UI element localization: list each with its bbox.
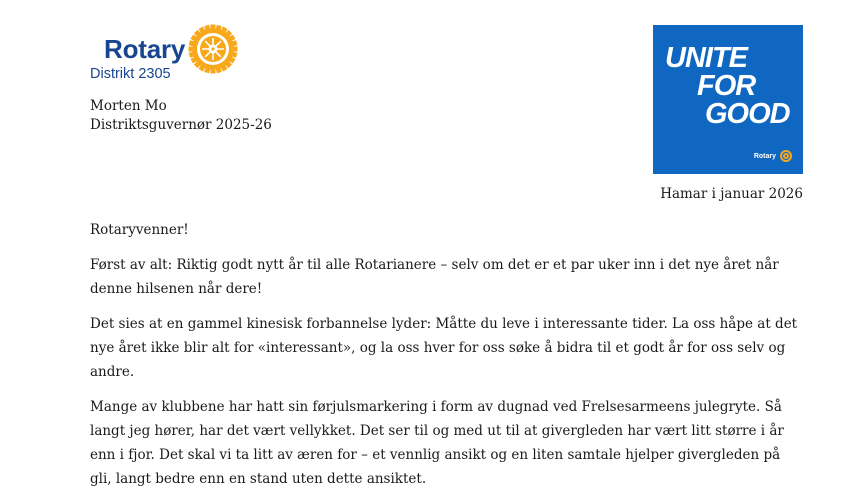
date-line: Hamar i januar 2026 xyxy=(660,186,803,202)
letter-paragraph-3: Mange av klubbene har hatt sin førjulsmarkering i form av dugnad ved Frelsesarmeens julegryte. Så langt jeg hører, har det vært vellykket. Det ser til og med ut til at givergleden har vært litt større i år enn i fjor. Det skal vi ta litt av æren for – et vennlig ansikt og en liten samtale hjelper givergleden på gli, langt bedre enn en stand uten dette ansiktet. xyxy=(90,399,784,487)
letter-body xyxy=(90,218,802,502)
badge-line-1: UNITE xyxy=(665,42,747,74)
sender-title: Distriktsguvernør 2025-26 xyxy=(90,117,272,133)
logo-wordmark: Rotary xyxy=(104,34,186,64)
unite-for-good-badge xyxy=(653,25,803,174)
badge-line-3: GOOD xyxy=(705,98,790,130)
letter-greeting: Rotaryvenner! xyxy=(90,222,189,238)
sender-block xyxy=(90,97,272,135)
letter-paragraph-2: Det sies at en gammel kinesisk forbannelse lyder: Måtte du leve i interessante tider. La oss håpe at det nye året ikke blir alt for «interessant», og la oss hver for oss søke å bidra til et godt år for oss selv og andre. xyxy=(90,316,798,380)
mini-rotary-wheel-icon xyxy=(779,149,793,163)
rotary-district-logo xyxy=(90,24,240,82)
badge-footer-label: Rotary xyxy=(753,152,776,160)
badge-line-2: FOR xyxy=(697,70,756,102)
logo-district-label: Distrikt 2305 xyxy=(90,66,171,82)
badge-footer xyxy=(754,149,793,163)
rotary-wheel-icon xyxy=(188,24,238,74)
letter-paragraph-1: Først av alt: Riktig godt nytt år til alle Rotarianere – selv om det er et par uker inn i det nye året når denne hilsenen når dere! xyxy=(90,257,779,297)
sender-name: Morten Mo xyxy=(90,98,167,114)
